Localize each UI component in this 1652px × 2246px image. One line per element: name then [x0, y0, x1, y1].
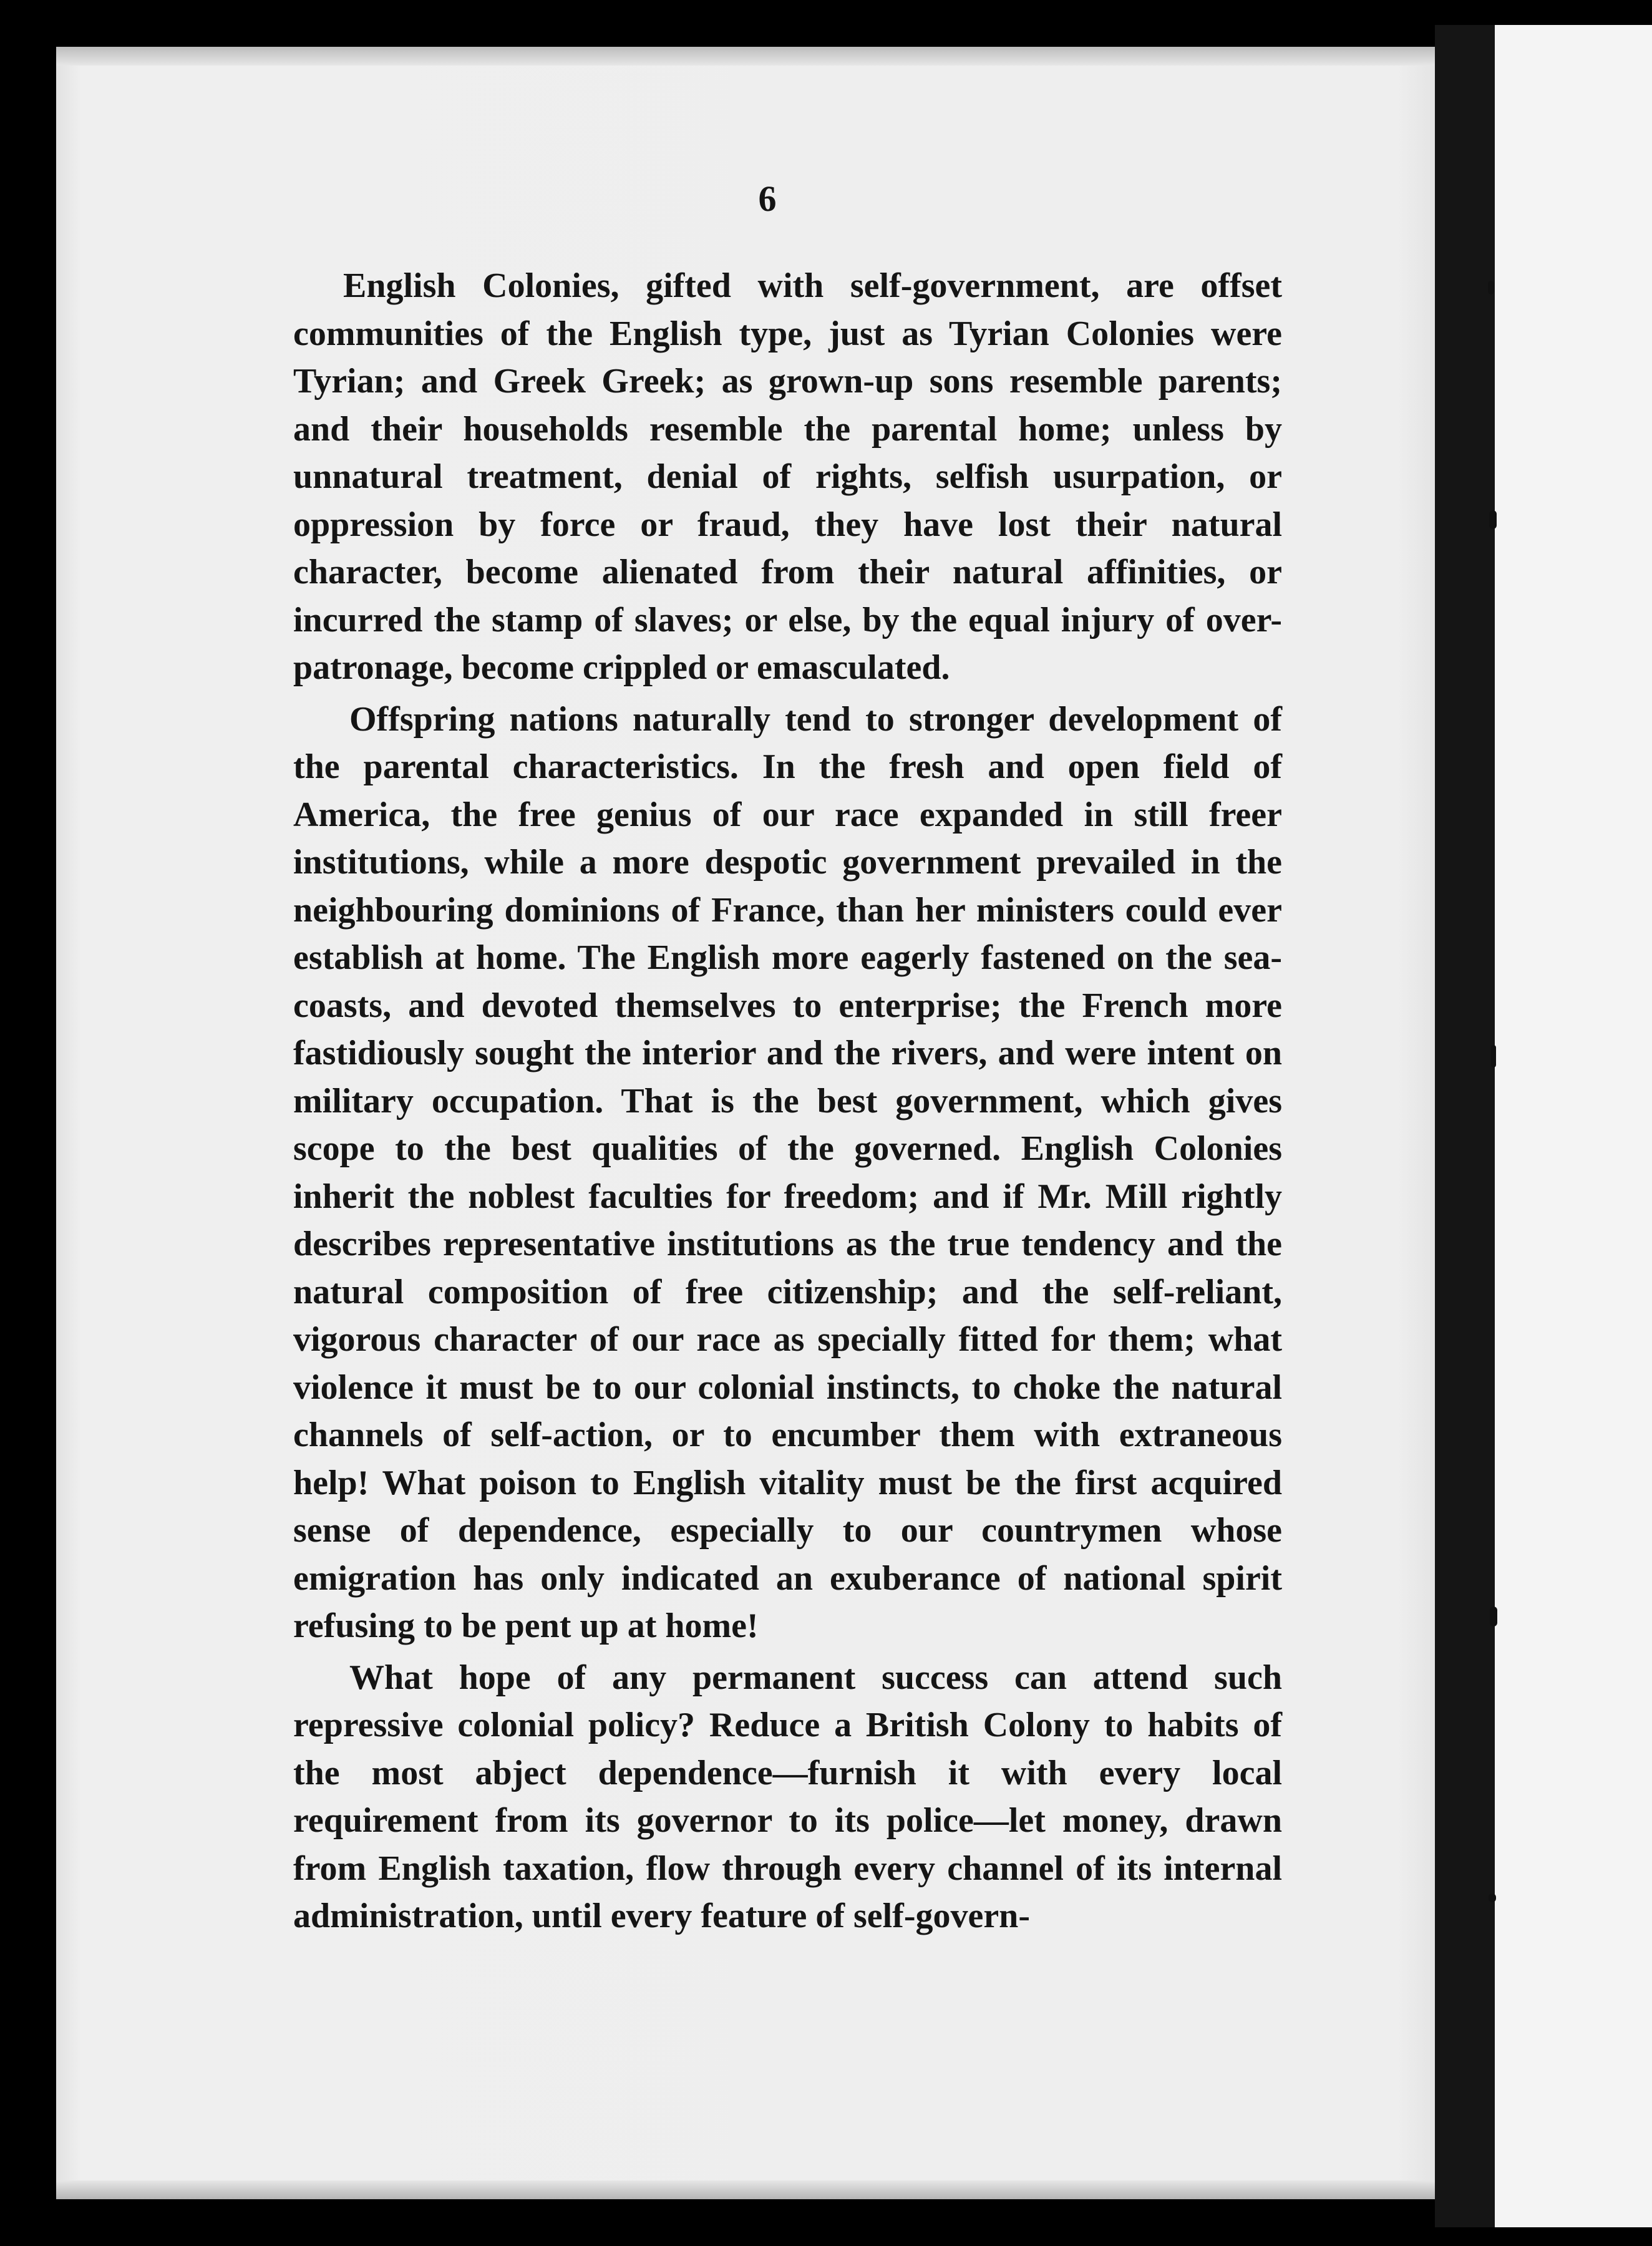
- margin-mark: [1489, 510, 1497, 529]
- margin-mark: [1489, 1894, 1496, 1902]
- paragraph: Offspring nations naturally tend to stronger development of the parental characteristics. In the fresh and open field of America, the free genius of our race expanded in still freer institutions, while a more despotic government prevailed in the neighbouring dominions of France, than her ministers could ever establish at home. The English more eagerly fastened on the sea-coasts, and devoted themselves to enterprise; the French more fastidiously sought the interior and the rivers, and were intent on military occupation. That is the best government, which gives scope to the best qualities of the governed. English Colonies inherit the noblest faculties for freedom; and if Mr. Mill rightly describes representative institutions as the true tendency and the natural composition of free citizenship; and the self-reliant, vigorous character of our race as specially fitted for them; what violence it must be to our colonial instincts, to choke the natural channels of self-action, or to encumber them with extraneous help! What poison to English vitality must be the first acquired sense of dependence, especially to our countrymen whose emigration has only indicated an exuberance of national spirit refusing to be pent up at home!: [293, 699, 1282, 1645]
- body-text: [293, 262, 1282, 1944]
- book-gutter: [1435, 25, 1495, 2227]
- margin-mark: [1490, 1607, 1497, 1626]
- paragraph: What hope of any permanent success can attend such repressive colonial policy? Reduce a British Colony to habits of the most abject dependence—furnish it with every local requirement from its governor to its police—let money, drawn from English taxation, flow through every channel of its internal administration, until every feature of self-govern-: [293, 1658, 1282, 1935]
- margin-mark: [1491, 1045, 1496, 1067]
- paragraph: English Colonies, gifted with self-government, are offset communities of the English type, just as Tyrian Colonies were Tyrian; and Greek Greek; as grown-up sons resemble parents; and their households resemble the parental home; unless by unnatural treatment, denial of rights, selfish usurpation, or oppression by force or fraud, they have lost their natural character, become alienated from their natural affinities, or incurred the stamp of slaves; or else, by the equal injury of over-patronage, become crippled or emasculated.: [293, 266, 1282, 687]
- page-number: 6: [758, 178, 777, 219]
- facing-page-edge: [1495, 25, 1652, 2227]
- page-top-edge: [56, 47, 1435, 66]
- page-bottom-edge: [56, 2180, 1435, 2199]
- margin-mark: [1488, 281, 1494, 294]
